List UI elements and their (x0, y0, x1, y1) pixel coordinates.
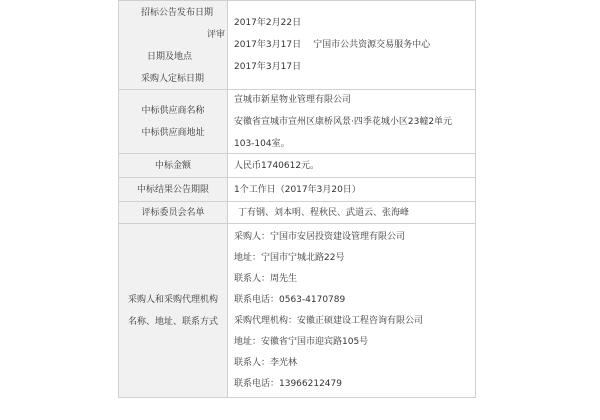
committee-row (119, 202, 476, 224)
agent-name: 采购代理机构：安徽正硕建设工程咨询有限公司 (234, 316, 424, 326)
review-date: 2017年3月17日 (234, 40, 302, 50)
agency-label-line2: 名称、地址、联系方式 (127, 316, 218, 327)
buyer-name: 采购人：宁国市安居投资建设管理有限公司 (234, 232, 406, 242)
publicity-value: 1个工作日（2017年3月20日） (228, 178, 476, 202)
publish-date-label: 招标公告发布日期 (141, 8, 214, 18)
supplier-value-cell (228, 90, 476, 154)
agent-phone: 联系电话：13966212479 (234, 379, 342, 389)
agency-value-cell (228, 224, 476, 398)
agent-address: 地址：安徽省宁国市迎宾路105号 (234, 337, 369, 347)
publicity-label: 中标结果公告期限 (119, 178, 228, 202)
dates-label-cell (119, 1, 228, 90)
review-label-1: 评审 (207, 30, 226, 40)
agent-contact: 联系人：李光林 (234, 358, 298, 368)
amount-label: 中标金额 (119, 154, 228, 178)
buyer-phone: 联系电话：0563-4170789 (234, 295, 346, 305)
dates-row (119, 1, 476, 90)
info-table (118, 0, 476, 398)
agency-label-cell (119, 224, 228, 398)
confirm-date: 2017年3月17日 (234, 62, 302, 72)
review-place: 宁国市公共资源交易服务中心 (313, 40, 431, 50)
agency-row (119, 224, 476, 398)
confirm-date-label: 采购人定标日期 (141, 74, 205, 84)
agency-label-line1: 采购人和采购代理机构 (127, 294, 218, 305)
publicity-row (119, 178, 476, 202)
award-notice-table (118, 0, 476, 420)
supplier-row (119, 90, 476, 154)
supplier-address-line1: 安徽省宣城市宣州区康桥风景·四季花城小区23幢2单元 (234, 116, 453, 127)
committee-label: 评标委员会名单 (119, 202, 228, 224)
publish-date: 2017年2月22日 (234, 18, 302, 28)
amount-value: 人民币1740612元。 (228, 154, 476, 178)
supplier-label-cell (119, 90, 228, 154)
supplier-name-label: 中标供应商名称 (141, 105, 205, 116)
review-label-2: 日期及地点 (147, 52, 193, 62)
supplier-address-line2: 103-104室。 (234, 138, 290, 149)
amount-row (119, 154, 476, 178)
supplier-name: 宣城市新星物业管理有限公司 (234, 94, 352, 105)
buyer-contact: 联系人：周先生 (234, 274, 298, 284)
supplier-address-label: 中标供应商地址 (141, 127, 205, 138)
dates-value-cell (228, 1, 476, 90)
buyer-address: 地址：宁国市宁城北路22号 (234, 253, 345, 263)
committee-value: 丁有钢、刘本明、程秋民、武道云、张海峰 (228, 202, 476, 224)
